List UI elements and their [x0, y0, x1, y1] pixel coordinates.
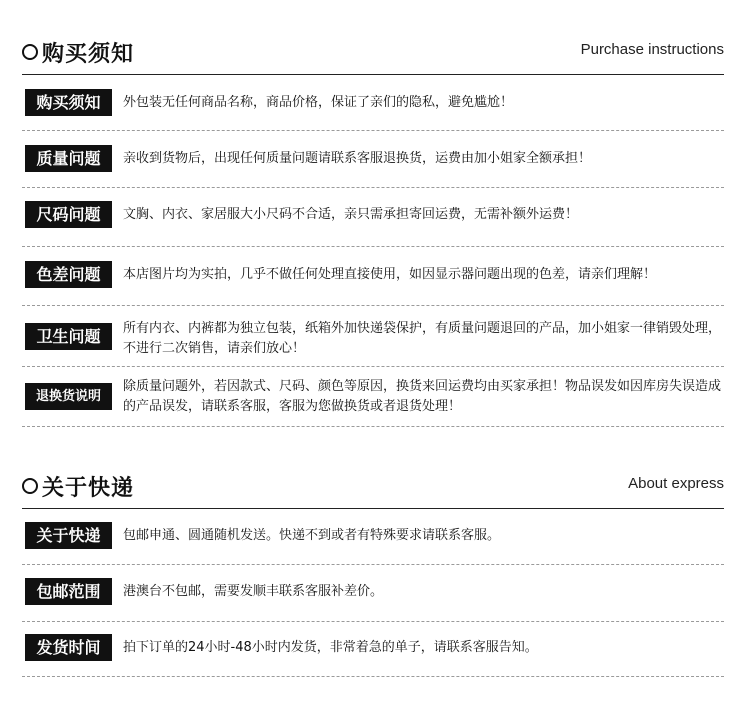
row-text: 拍下订单的24小时-48小时内发货，非常着急的单子，请联系客服告知。	[123, 640, 538, 655]
row-label: 关于快递	[25, 522, 112, 549]
section-title: 关于快递	[42, 476, 135, 501]
circle-icon	[22, 478, 38, 494]
row-text: 除质量问题外，若因款式、尺码、颜色等原因，换货来回运费均由买家承担！物品误发如因库房失误造成的产品误发，请联系客服，客服为您做换货或者退货处理！	[123, 379, 722, 414]
row-label: 包邮范围	[25, 578, 112, 605]
row-divider	[22, 564, 724, 565]
row-label: 退换货说明	[25, 383, 112, 410]
row-text: 亲收到货物后，出现任何质量问题请联系客服退换货，运费由加小姐家全额承担！	[123, 151, 592, 166]
row-divider	[22, 366, 724, 367]
row-divider	[22, 130, 724, 131]
row-label: 色差问题	[25, 261, 112, 288]
row-divider	[22, 426, 724, 427]
section-subtitle-en: Purchase instructions	[580, 41, 724, 58]
row-text: 港澳台不包邮，需要发顺丰联系客服补差价。	[123, 584, 384, 599]
section-header-purchase	[22, 39, 724, 75]
header-divider	[22, 74, 724, 75]
row-divider	[22, 187, 724, 188]
row-label: 尺码问题	[25, 201, 112, 228]
header-divider	[22, 508, 724, 509]
circle-icon	[22, 44, 38, 60]
row-label: 发货时间	[25, 634, 112, 661]
row-label: 卫生问题	[25, 323, 112, 350]
section-subtitle-en: About express	[628, 475, 724, 492]
row-text: 包邮申通、圆通随机发送。快递不到或者有特殊要求请联系客服。	[123, 528, 501, 543]
row-divider	[22, 246, 724, 247]
row-text: 外包装无任何商品名称，商品价格，保证了亲们的隐私，避免尴尬！	[123, 95, 514, 110]
row-label: 购买须知	[25, 89, 112, 116]
section-header-express	[22, 473, 724, 509]
row-text: 文胸、内衣、家居服大小尺码不合适，亲只需承担寄回运费，无需补额外运费！	[123, 207, 579, 222]
row-divider	[22, 305, 724, 306]
section-title: 购买须知	[42, 42, 135, 67]
row-label: 质量问题	[25, 145, 112, 172]
row-divider	[22, 676, 724, 677]
row-text: 所有内衣、内裤都为独立包装，纸箱外加快递袋保护，有质量问题退回的产品，加小姐家一律销毁处理，不进行二次销售，请亲们放心！	[123, 321, 722, 356]
row-divider	[22, 621, 724, 622]
row-text: 本店图片均为实拍，几乎不做任何处理直接使用，如因显示器问题出现的色差，请亲们理解！	[123, 267, 657, 282]
